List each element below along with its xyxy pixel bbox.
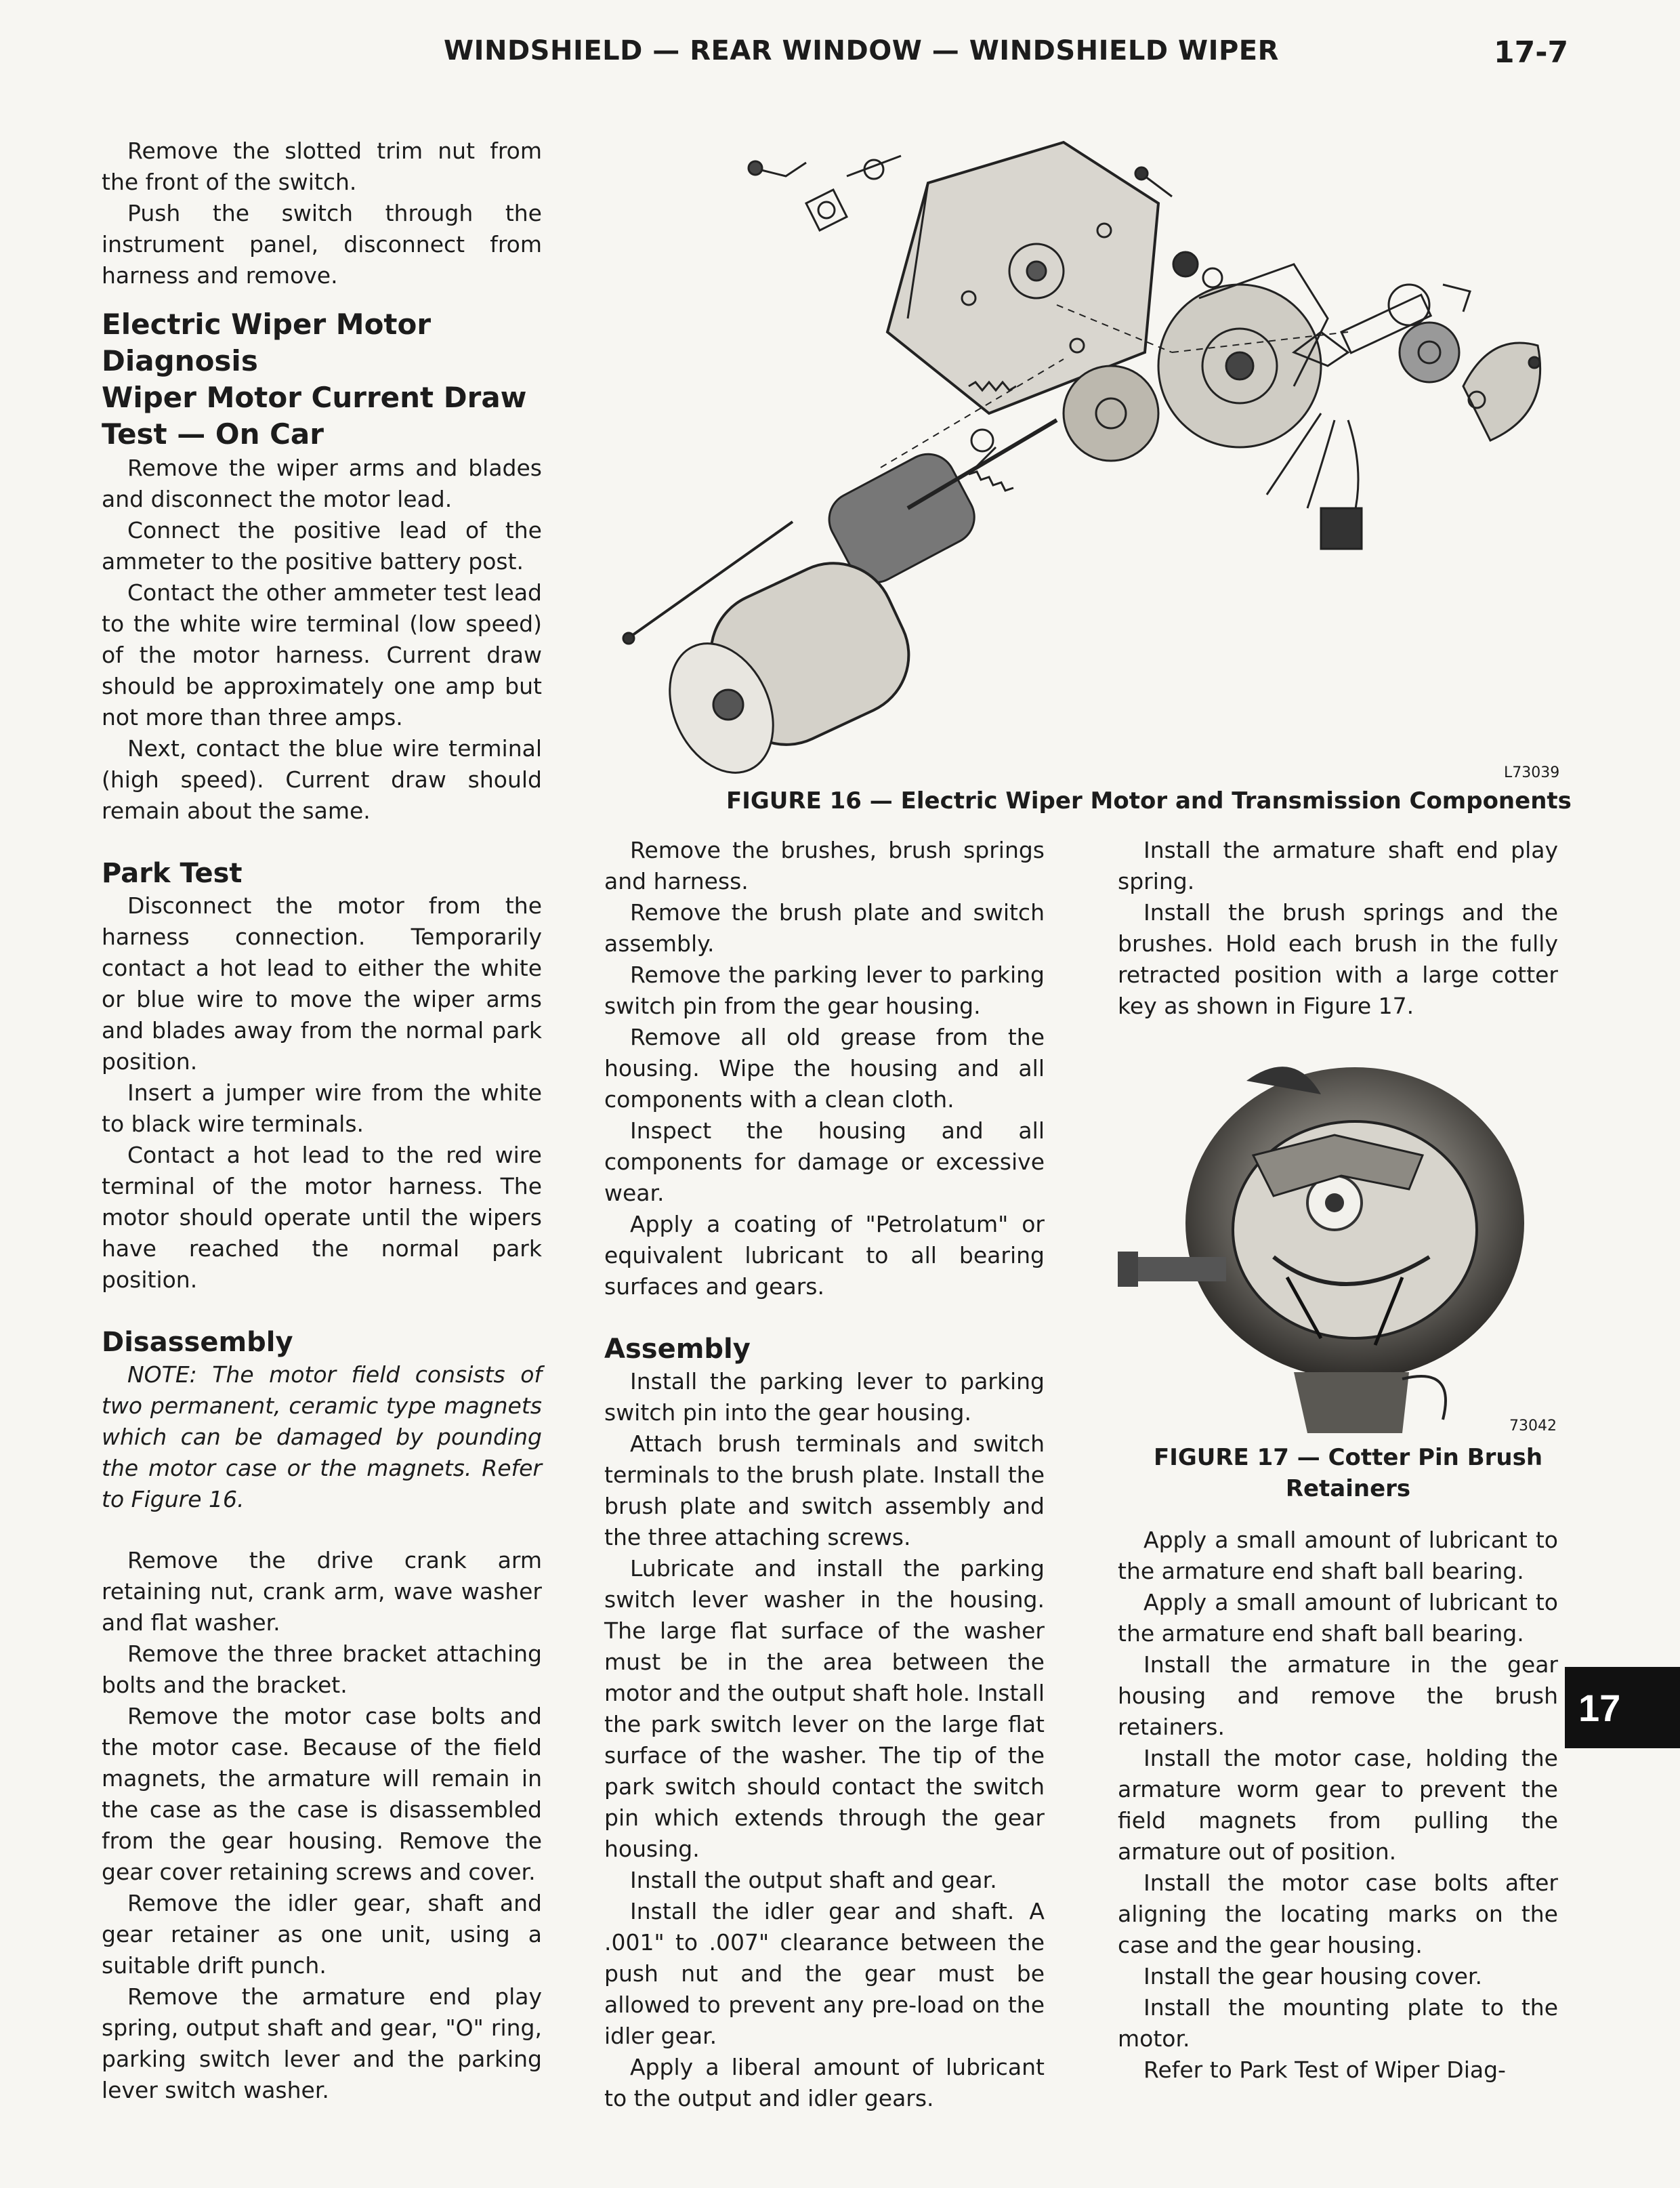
paragraph: Attach brush terminals and switch terminals to the brush plate. Install the brush plate and switch assembly and the three attaching screws.	[604, 1430, 1045, 1550]
paragraph: Inspect the housing and all components for damage or excessive wear.	[604, 1117, 1045, 1206]
figure-17-caption: FIGURE 17 — Cotter Pin Brush Retainers	[1153, 1444, 1543, 1502]
column-1	[102, 136, 542, 2106]
paragraph: Remove the drive crank arm retaining nut, crank arm, wave washer and flat washer.	[102, 1547, 542, 1636]
paragraph: Install the idler gear and shaft. A .001" to .007" clearance between the push nut and the gear must be allowed to prevent any pre-load on the idler gear.	[604, 1898, 1045, 2049]
paragraph: Install the mounting plate to the motor.	[1118, 1994, 1558, 2052]
paragraph: Contact the other ammeter test lead to the white wire terminal (low speed) of the motor harness. Current draw should be approximately one amp but not more than three amps.	[102, 579, 542, 730]
figure-16-code: L73039	[1504, 764, 1560, 781]
column-2	[604, 835, 1045, 2114]
paragraph: Disconnect the motor from the harness connection. Temporarily contact a hot lead to either the white or blue wire to move the wiper arms and blades away from the normal park position.	[102, 892, 542, 1075]
section-heading: Disassembly	[102, 1327, 293, 1358]
paragraph: Apply a coating of "Petrolatum" or equivalent lubricant to all bearing surfaces and gears.	[604, 1211, 1045, 1300]
paragraph: Connect the positive lead of the ammeter to the positive battery post.	[102, 517, 542, 575]
paragraph: Install the motor case bolts after aligning the locating marks on the case and the gear housing.	[1118, 1870, 1558, 1958]
paragraph: Remove the slotted trim nut from the front of the switch.	[102, 138, 542, 195]
figure-17-photo	[1118, 1054, 1558, 1433]
paragraph: Install the armature in the gear housing and remove the brush retainers.	[1118, 1651, 1558, 1740]
note-paragraph: NOTE: The motor field consists of two permanent, ceramic type magnets which can be damaged by pounding the motor case or the magnets. Refer to Figure 16.	[102, 1361, 542, 1512]
wiper-motor-exploded-illustration	[589, 129, 1558, 813]
running-title: WINDSHIELD — REAR WINDOW — WINDSHIELD WIPER	[444, 35, 1279, 66]
paragraph: Remove the armature end play spring, output shaft and gear, "O" ring, parking switch lever and the parking lever switch washer.	[102, 1983, 542, 2103]
paragraph: Next, contact the blue wire terminal (high speed). Current draw should remain about the same.	[102, 735, 542, 824]
paragraph: Insert a jumper wire from the white to black wire terminals.	[102, 1079, 542, 1137]
paragraph: Remove the motor case bolts and the motor case. Because of the field magnets, the armature will remain in the case as the case is disassembled from the gear housing. Remove the gear cover retaining screws and cover.	[102, 1703, 542, 1885]
paragraph: Remove the wiper arms and blades and disconnect the motor lead.	[102, 455, 542, 512]
paragraph: Install the brush springs and the brushes. Hold each brush in the fully retracted position with a large cotter key as shown in Figure 17.	[1118, 899, 1558, 1019]
figure-17-code: 73042	[1509, 1418, 1557, 1434]
paragraph: Lubricate and install the parking switch lever washer in the housing. The large flat surface of the washer must be in the area between the motor and the output shaft hole. Install the park switch lever on the large flat surface of the washer. The tip of the park switch should contact the switch pin which extends through the gear housing.	[604, 1555, 1045, 1862]
paragraph: Install the armature shaft end play spring.	[1118, 837, 1558, 894]
running-head	[0, 35, 1680, 76]
section-heading: Electric Wiper Motor	[102, 308, 432, 341]
paragraph: Apply a liberal amount of lubricant to the output and idler gears.	[604, 2054, 1045, 2111]
paragraph: Install the parking lever to parking switch pin into the gear housing.	[604, 1368, 1045, 1426]
figure-16-exploded-view	[589, 129, 1558, 813]
paragraph: Install the motor case, holding the armature worm gear to prevent the field magnets from pulling the armature out of position.	[1118, 1745, 1558, 1865]
column-3-lower	[1118, 1525, 1558, 2086]
section-heading: Diagnosis	[102, 344, 258, 377]
paragraph: Contact a hot lead to the red wire terminal of the motor harness. The motor should operate until the wipers have reached the normal park position.	[102, 1142, 542, 1293]
paragraph: Apply a small amount of lubricant to the armature end shaft ball bearing.	[1118, 1589, 1558, 1647]
paragraph: Remove the three bracket attaching bolts and the bracket.	[102, 1640, 542, 1698]
page-number: 17-7	[1494, 35, 1569, 70]
paragraph: Apply a small amount of lubricant to the armature end shaft ball bearing.	[1118, 1527, 1558, 1584]
paragraph: Remove the idler gear, shaft and gear retainer as one unit, using a suitable drift punch.	[102, 1890, 542, 1979]
paragraph: Remove the parking lever to parking switch pin from the gear housing.	[604, 962, 1045, 1019]
section-heading: Wiper Motor Current Draw	[102, 381, 527, 414]
paragraph: Install the output shaft and gear.	[630, 1867, 997, 1893]
figure-16-caption: FIGURE 16 — Electric Wiper Motor and Transmission Components	[726, 787, 1572, 814]
brush-plate-photo	[1118, 1054, 1558, 1433]
paragraph: Remove the brushes, brush springs and harness.	[604, 837, 1045, 894]
paragraph: Install the gear housing cover.	[1143, 1963, 1482, 1989]
paragraph: Refer to Park Test of Wiper Diag-	[1143, 2057, 1506, 2083]
section-heading: Test — On Car	[102, 417, 324, 451]
section-tab	[1565, 1667, 1680, 1748]
column-3	[1118, 835, 1558, 1022]
section-heading: Park Test	[102, 858, 243, 889]
section-heading: Assembly	[604, 1334, 751, 1365]
section-tab-number: 17	[1578, 1687, 1621, 1729]
paragraph: Remove all old grease from the housing. Wipe the housing and all components with a clean cloth.	[604, 1024, 1045, 1113]
paragraph: Remove the brush plate and switch assembly.	[604, 899, 1045, 957]
paragraph: Push the switch through the instrument panel, disconnect from harness and remove.	[102, 200, 542, 289]
